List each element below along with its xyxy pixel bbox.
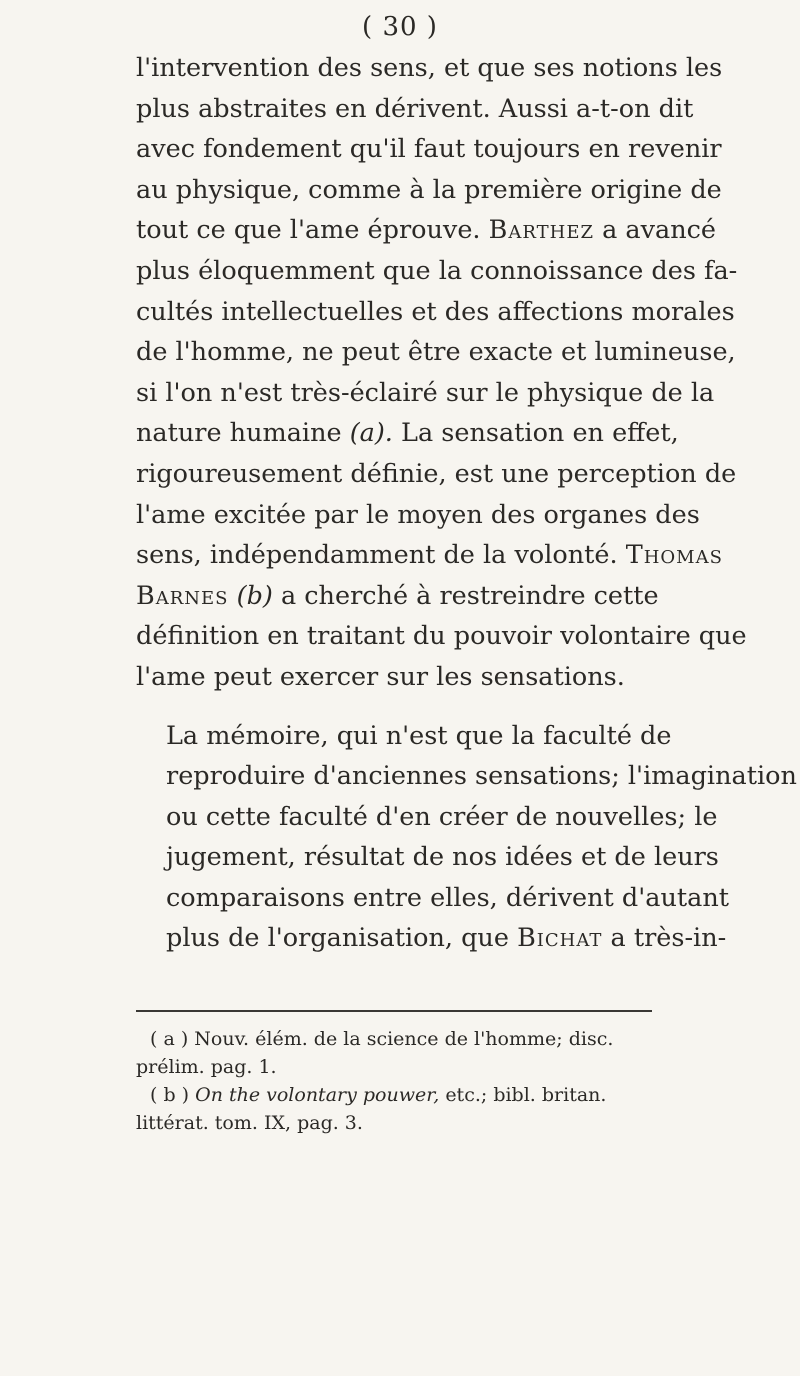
text-line: l'intervention des sens, et que ses notions les [136, 53, 723, 83]
text-line: au physique, comme à la première origine de [136, 174, 722, 205]
text-segment: a très-in- [610, 923, 727, 954]
text-segment: sens, indépendamment de la volonté. [136, 540, 618, 571]
text-segment: a cherché à restreindre cette [280, 580, 659, 611]
text-line: si l'on n'est très-éclairé sur le physique de la [136, 377, 715, 408]
text-line: reproduire d'anciennes sensations; l'imagination [166, 761, 797, 792]
footnote-a [136, 1025, 652, 1081]
text-segment: La sensation en effet, [401, 418, 679, 449]
text-line: l'ame peut exercer sur les sensations. [136, 661, 625, 692]
page-number: ( 30 ) [362, 12, 438, 42]
author-name-thomas: Thomas [625, 540, 723, 571]
text-line: jugement, résultat de nos idées et de leurs [166, 842, 719, 873]
text-line: l'ame excitée par le moyen des organes des [136, 499, 700, 530]
text-line: plus abstraites en dérivent. Aussi a-t-on dit [136, 93, 694, 124]
text-line: comparaisons entre elles, dérivent d'autant [166, 882, 729, 913]
text-line: La mémoire, qui n'est que la faculté de [166, 720, 672, 751]
text-segment: tout ce que l'ame éprouve. [136, 215, 481, 246]
paragraph-1 [136, 48, 747, 698]
footnote-marker: ( b ) [150, 1084, 190, 1106]
text-segment: plus de l'organisation, que [166, 923, 509, 954]
text-segment: a avancé [602, 215, 716, 246]
text-line: de l'homme, ne peut être exacte et lumineuse, [136, 337, 736, 368]
footnote-line: prélim. pag. 1. [136, 1056, 277, 1078]
author-name-barthez: Barthez [488, 215, 594, 246]
footnote-text: etc.; bibl. britan. [445, 1084, 607, 1106]
text-line: ou cette faculté d'en créer de nouvelles; le [166, 801, 718, 832]
text-line: avec fondement qu'il faut toujours en revenir [136, 134, 722, 165]
footnote-line: littérat. tom. IX, pag. 3. [136, 1112, 363, 1134]
footnote-b [136, 1081, 652, 1137]
footnote-title: On the volontary pouwer, [195, 1084, 440, 1106]
footnote-marker: ( a ) [150, 1028, 189, 1050]
body-text [136, 48, 797, 959]
text-segment: nature humaine [136, 418, 342, 449]
text-line [136, 535, 723, 576]
author-name-barnes: Barnes [136, 580, 229, 611]
footnotes [136, 1025, 652, 1137]
footnote-text: Nouv. élém. de la science de l'homme; disc. [194, 1028, 614, 1050]
text-line [136, 413, 679, 454]
author-name-bichat: Bichat [517, 923, 603, 954]
paragraph-2 [136, 716, 797, 960]
text-line: rigoureusement définie, est une perception de [136, 458, 737, 489]
footnote-divider [136, 1010, 652, 1012]
footnote-ref-a: (a). [349, 418, 393, 449]
footnote-ref-b: (b) [236, 580, 273, 611]
text-line: cultés intellectuelles et des affections morales [136, 296, 735, 327]
footnote-line [136, 1081, 652, 1109]
text-line: plus éloquemment que la connoissance des fa- [136, 255, 738, 286]
text-line: définition en traitant du pouvoir volontaire que [136, 621, 747, 652]
text-line [136, 576, 659, 617]
text-line [136, 918, 727, 959]
text-line [136, 210, 716, 251]
footnote-line [136, 1025, 652, 1053]
